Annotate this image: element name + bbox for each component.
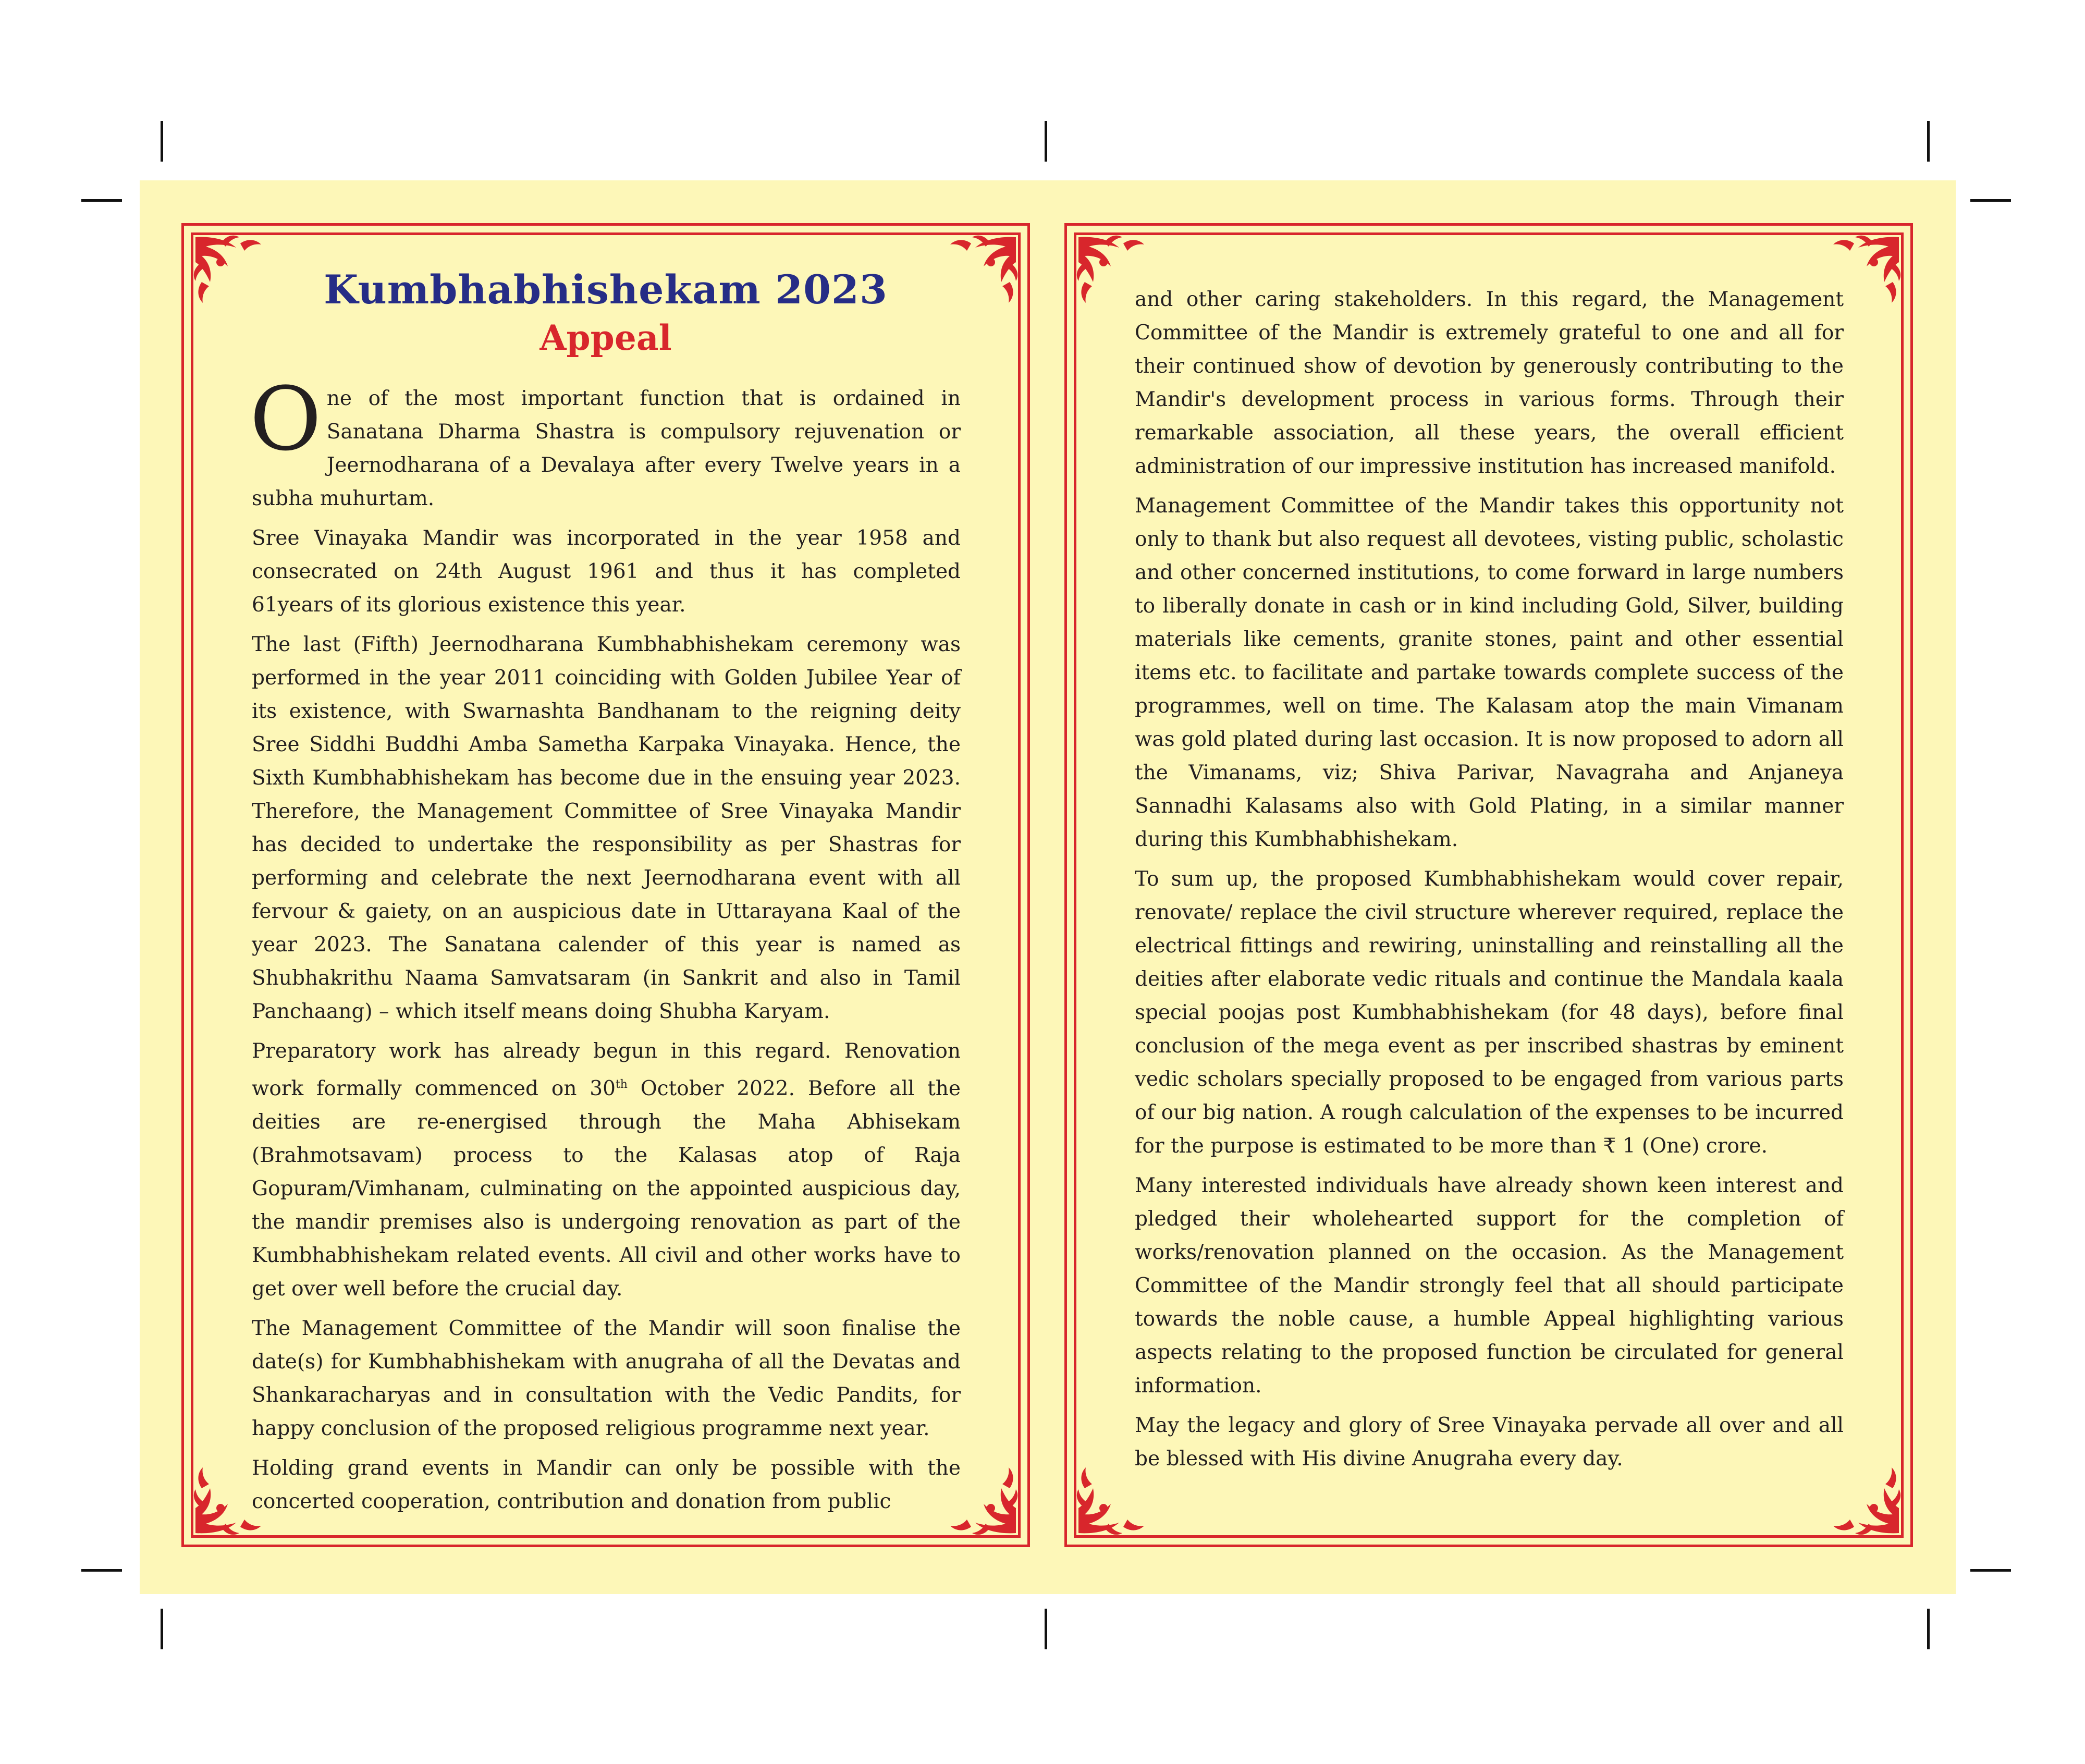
page-subtitle: Appeal bbox=[539, 317, 672, 358]
page-title: Kumbhabhishekam 2023 bbox=[324, 266, 888, 313]
crop-mark-icon bbox=[1970, 1569, 2011, 1572]
paragraph: Holding grand events in Mandir can only be possible with the concerted cooperation, contribution and donation from public bbox=[252, 1456, 961, 1513]
crop-mark-icon bbox=[81, 199, 122, 202]
crop-mark-icon bbox=[161, 1609, 163, 1649]
crop-mark-icon bbox=[1970, 199, 2011, 202]
paragraph: To sum up, the proposed Kumbhabhishekam would cover repair, renovate/ replace the civil structure wherever required, replace the electrical fittings and rewiring, uninstalling and reinstalling all the deities after elaborate vedic rituals and continue the Mandala kaala special poojas post Kumbhabhishekam (for 48 days), before final conclusion of the mega event as per inscribed shastras by eminent vedic scholars specially proposed to be engaged from various parts of our big nation. A rough calculation of the expenses to be incurred for the purpose is estimated to be more than ₹ 1 (One) crore. bbox=[1135, 867, 1844, 1158]
paragraph: and other caring stakeholders. In this regard, the Management Committee of the Mandir is extremely grateful to one and all for their continued show of devotion by generously contributing to the Mandir's development process in various forms. Through their remarkable association, all these years, the overall efficient administration of our impressive institution has increased manifold. bbox=[1135, 288, 1844, 478]
crop-mark-icon bbox=[1927, 1609, 1930, 1649]
crop-mark-icon bbox=[1045, 121, 1047, 162]
right-page bbox=[1064, 223, 1913, 1547]
left-body-text bbox=[250, 368, 961, 1525]
paragraph: The Management Committee of the Mandir will soon finalise the date(s) for Kumbhabhishekam with anugraha of all the Devatas and Shankaracharyas and in consultation with the Vedic Pandits, for happy conclusion of the proposed religious programme next year. bbox=[252, 1317, 961, 1440]
crop-mark-icon bbox=[161, 121, 163, 162]
paragraph: May the legacy and glory of Sree Vinayaka pervade all over and all be blessed with His divine Anugraha every day. bbox=[1135, 1414, 1844, 1471]
drop-cap: O bbox=[250, 368, 322, 470]
paragraph: One of the most important function that is ordained in Sanatana Dharma Shastra is compulsory rejuvenation or Jeernodharana of a Devalaya after every Twelve years in a subha muhurtam. bbox=[250, 368, 961, 510]
paragraph: Sree Vinayaka Mandir was incorporated in the year 1958 and consecrated on 24th August 1961 and thus it has completed 61years of its glorious existence this year. bbox=[252, 526, 961, 617]
crop-mark-icon bbox=[1927, 121, 1930, 162]
crop-mark-icon bbox=[81, 1569, 122, 1572]
paragraph: Preparatory work has already begun in this regard. Renovation work formally commenced on 30th October 2022. Before all the deities are re-energised through the Maha Abhisekam (Brahmotsavam) process to the Kalasas atop of Raja Gopuram/Vimhanam, culminating on the appointed auspicious day, the mandir premises also is undergoing renovation as part of the Kumbhabhishekam related events. All civil and other works have to get over well before the crucial day. bbox=[252, 1039, 961, 1301]
crop-mark-icon bbox=[1045, 1609, 1047, 1649]
paragraph: Many interested individuals have already shown keen interest and pledged their wholehearted support for the completion of works/renovation planned on the occasion. As the Management Committee of the Mandir strongly feel that all should participate towards the noble cause, a humble Appeal highlighting various aspects relating to the proposed function be circulated for general information. bbox=[1135, 1174, 1844, 1398]
left-page bbox=[181, 223, 1030, 1547]
right-body-text bbox=[1135, 283, 1844, 1482]
paragraph: The last (Fifth) Jeernodharana Kumbhabhishekam ceremony was performed in the year 2011 coinciding with Golden Jubilee Year of its existence, with Swarnashta Bandhanam to the reigning deity Sree Siddhi Buddhi Amba Sametha Karpaka Vinayaka. Hence, the Sixth Kumbhabhishekam has become due in the ensuing year 2023. Therefore, the Management Committee of Sree Vinayaka Mandir has decided to undertake the responsibility as per Shastras for performing and celebrate the next Jeernodharana event with all fervour & gaiety, on an auspicious date in Uttarayana Kaal of the year 2023. The Sanatana calender of this year is named as Shubhakrithu Naama Samvatsaram (in Sankrit and also in Tamil Panchaang) – which itself means doing Shubha Karyam. bbox=[252, 633, 961, 1023]
paragraph: Management Committee of the Mandir takes this opportunity not only to thank but also request all devotees, visting public, scholastic and other concerned institutions, to come forward in large numbers to liberally donate in cash or in kind including Gold, Silver, building materials like cements, granite stones, paint and other essential items etc. to facilitate and partake towards complete success of the programmes, well on time. The Kalasam atop the main Vimanam was gold plated during last occasion. It is now proposed to adorn all the Vimanams, viz; Shiva Parivar, Navagraha and Anjaneya Sannadhi Kalasams also with Gold Plating, in a similar manner during this Kumbhabhishekam. bbox=[1135, 494, 1844, 851]
brochure-sheet bbox=[140, 180, 1956, 1594]
